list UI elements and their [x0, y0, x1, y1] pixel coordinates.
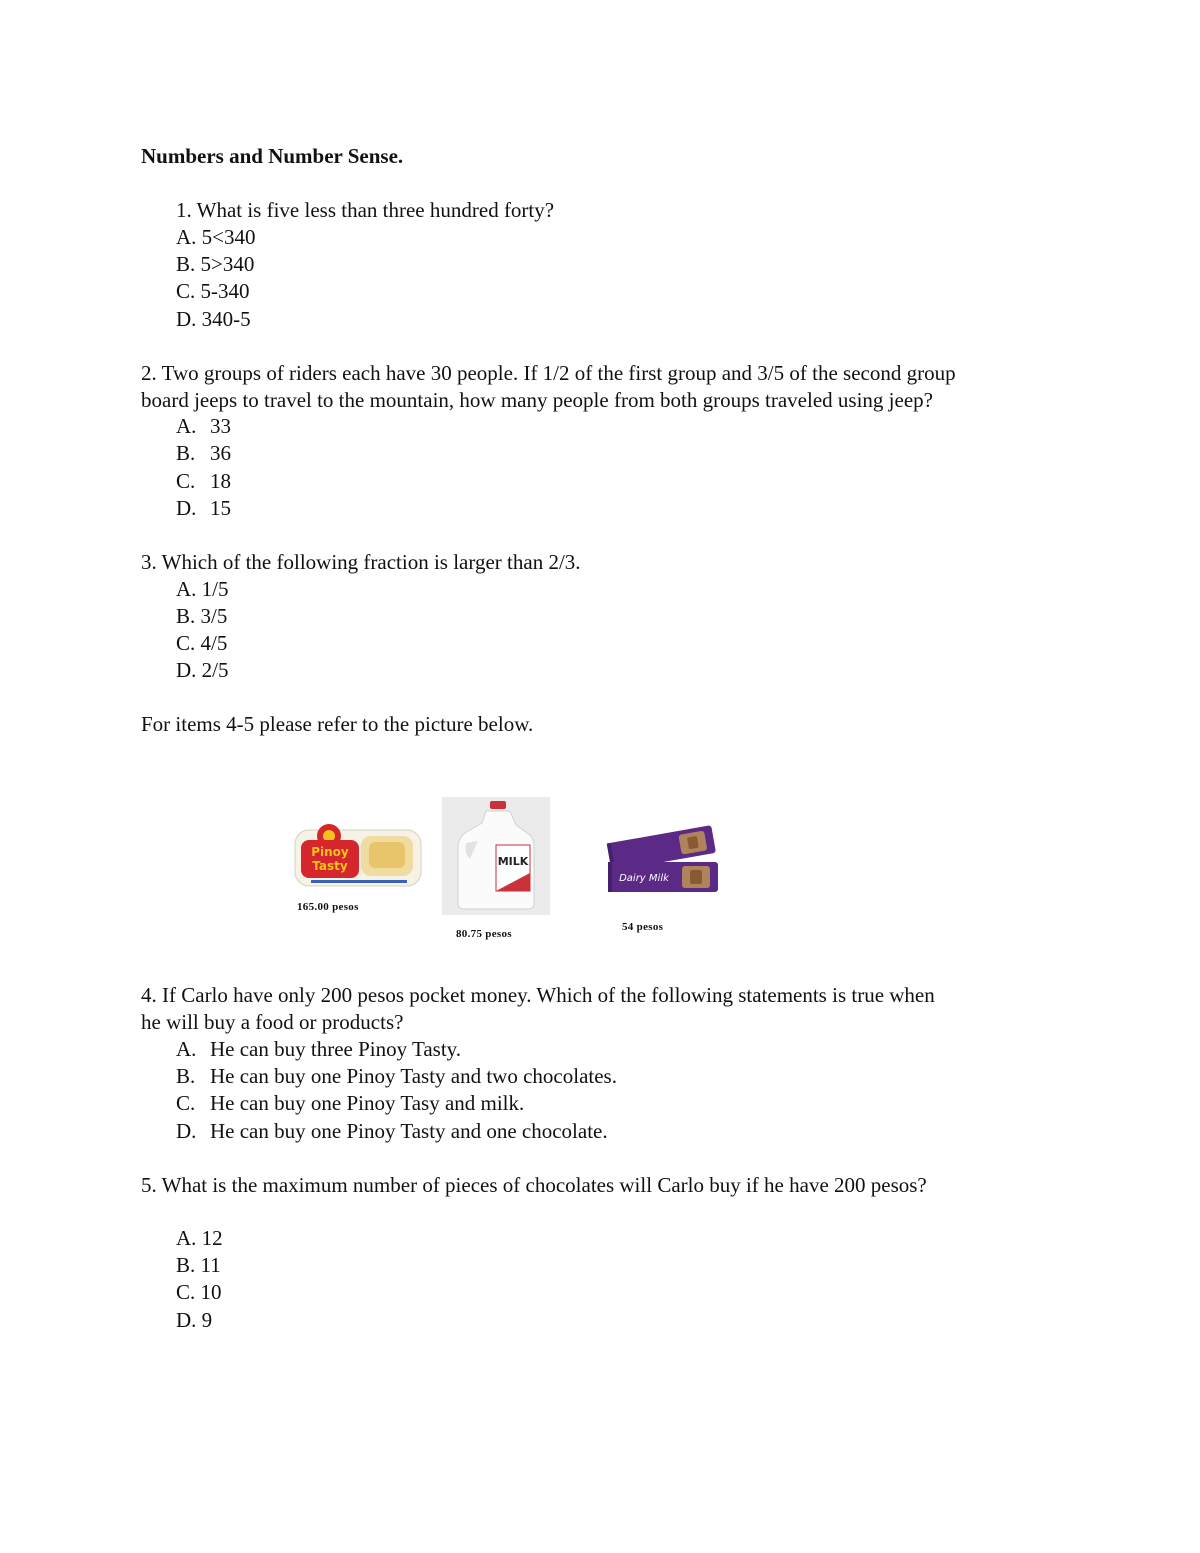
q5-option-b: B. 11 [176, 1253, 221, 1277]
option-value: 33 [210, 414, 231, 438]
option-text: He can buy one Pinoy Tasy and milk. [210, 1091, 525, 1115]
q1-option-b: B. 5>340 [176, 252, 255, 276]
q3-option-c: C. 4/5 [176, 631, 228, 655]
question-2-line-2: board jeeps to travel to the mountain, how many people from both groups traveled using jeep? [141, 388, 933, 412]
pinoy-tasty-bread-image [291, 818, 425, 890]
q4-option-d [176, 1118, 608, 1145]
q3-option-b: B. 3/5 [176, 604, 228, 628]
question-5: 5. What is the maximum number of pieces of chocolates will Carlo buy if he have 200 pesos? [141, 1173, 927, 1197]
q4-option-b [176, 1063, 617, 1090]
option-value: 18 [210, 469, 231, 493]
option-text: He can buy one Pinoy Tasty and two chocolates. [210, 1064, 617, 1088]
option-letter: B. [176, 441, 196, 465]
option-letter: D. [176, 496, 197, 520]
q4-option-c [176, 1090, 524, 1117]
q3-option-a: A. 1/5 [176, 577, 229, 601]
bread-brand-line-1: Pinoy [311, 845, 349, 859]
q2-option-d [176, 495, 231, 522]
milk-label: MILK [497, 855, 529, 868]
question-3: 3. Which of the following fraction is larger than 2/3. [141, 550, 581, 574]
option-text: He can buy one Pinoy Tasty and one chocolate. [210, 1119, 608, 1143]
option-value: 15 [210, 496, 231, 520]
option-letter: A. [176, 414, 197, 438]
option-letter: B. [176, 1064, 196, 1088]
q2-option-a [176, 413, 231, 440]
option-text: He can buy three Pinoy Tasty. [210, 1037, 462, 1061]
bread-price: 165.00 pesos [297, 901, 359, 913]
question-4-line-2: he will buy a food or products? [141, 1010, 404, 1034]
option-letter: D. [176, 1119, 197, 1143]
q2-option-c [176, 468, 231, 495]
option-letter: A. [176, 1037, 197, 1061]
page-title: Numbers and Number Sense. [141, 144, 404, 168]
option-letter: C. [176, 469, 196, 493]
bread-brand-line-2: Tasty [312, 859, 348, 873]
q5-option-c: C. 10 [176, 1280, 222, 1304]
q5-option-d: D. 9 [176, 1308, 213, 1332]
q1-option-a: A. 5<340 [176, 225, 256, 249]
q4-option-a [176, 1036, 461, 1063]
chocolate-brand: Dairy Milk [619, 873, 669, 884]
milk-jug-image [442, 797, 550, 915]
refer-instruction: For items 4-5 please refer to the picture below. [141, 712, 534, 736]
q1-option-c: C. 5-340 [176, 279, 250, 303]
q1-option-d: D. 340-5 [176, 307, 251, 331]
q3-option-d: D. 2/5 [176, 658, 229, 682]
option-letter: C. [176, 1091, 196, 1115]
chocolate-price: 54 pesos [622, 921, 664, 933]
q2-option-b [176, 440, 231, 467]
question-2-line-1: 2. Two groups of riders each have 30 people. If 1/2 of the first group and 3/5 of the second group [141, 361, 956, 385]
question-4-line-1: 4. If Carlo have only 200 pesos pocket money. Which of the following statements is true when [141, 983, 935, 1007]
question-1: 1. What is five less than three hundred forty? [176, 198, 555, 222]
milk-price: 80.75 pesos [456, 928, 512, 940]
q5-option-a: A. 12 [176, 1226, 223, 1250]
dairy-milk-chocolate-image [604, 824, 720, 898]
option-value: 36 [210, 441, 231, 465]
